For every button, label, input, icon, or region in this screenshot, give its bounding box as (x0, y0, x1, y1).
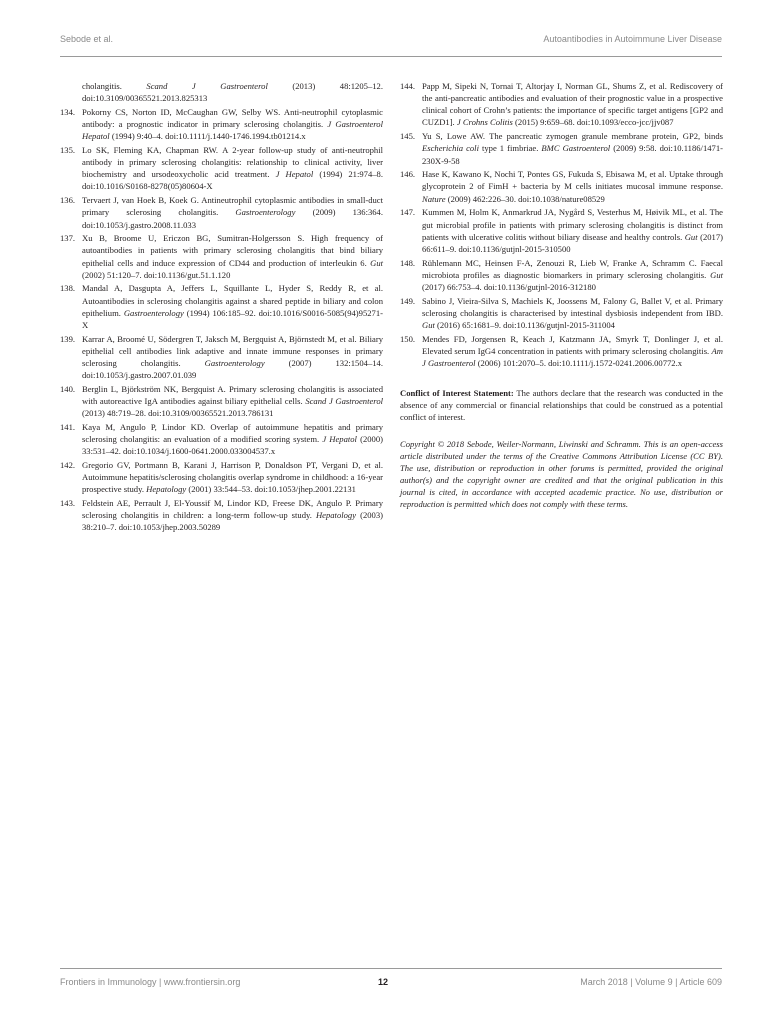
references-left-column (60, 80, 383, 535)
reference-item: 134. Pokorny CS, Norton ID, McCaughan GW, Selby WS. Anti-neutrophil cytoplasmic antibody: a prognostic indicator in primary sclerosing cholangitis. J Gastroenterol Hepatol (1994) 9:40–4. doi:10.1111/j.1440-1746.1994.tb01214.x (60, 106, 383, 142)
reference-item: 137. Xu B, Broome U, Ericzon BG, Sumitran-Holgersson S. High frequency of autoantibodies in patients with primary sclerosing cholangitis that bind biliary epithelial cells and induce expression of CD44 and production of interleukin 6. Gut (2002) 51:120–7. doi:10.1136/gut.51.1.120 (60, 233, 383, 280)
reference-item: 138. Mandal A, Dasgupta A, Jeffers L, Squillante L, Hyder S, Reddy R, et al. Autoantibodies in sclerosing cholangitis against a shared peptide in biliary and colon epithelium. Gastroenterology (1994) 106:185–92. doi:10.1016/S0016-5085(94)95271-X (60, 283, 383, 330)
reference-item: 143. Feldstein AE, Perrault J, El-Youssif M, Lindor KD, Freese DK, Angulo P. Primary sclerosing cholangitis in children: a long-term follow-up study. Hepatology (2003) 38:210–7. doi:10.1053/jhep.2003.50289 (60, 498, 384, 533)
conflict-of-interest (400, 387, 723, 423)
header-title: Autoantibodies in Autoimmune Liver Disease (543, 34, 722, 44)
reference-item: 146. Hase K, Kawano K, Nochi T, Pontes GS, Fukuda S, Ebisawa M, et al. Uptake through glycoprotein 2 of FimH + bacteria by M cells initiates mucosal immune response. Nature (2009) 462:226–30. doi:10.1038/nature08529 (400, 169, 723, 204)
reference-item: 136. Tervaert J, van Hoek B, Koek G. Antineutrophil cytoplasmic antibodies in small-duct primary sclerosing cholangitis. Gastroenterology (2009) 136:364. doi:10.1053/j.gastro.2008.11.033 (60, 195, 383, 230)
reference-item: 149. Sabino J, Vieira-Silva S, Machiels K, Joossens M, Falony G, Ballet V, et al. Primary sclerosing cholangitis is characterised by intestinal dysbiosis independent from IBD. Gut (2016) 65:1681–9. doi:10.1136/gutjnl-2015-311004 (400, 295, 723, 330)
coi-text: The authors declare that the research was conducted in the absence of any commercial or financial relationships that could be construed as a potential conflict of interest. (400, 388, 723, 423)
reference-item: 145. Yu S, Lowe AW. The pancreatic zymogen granule membrane protein, GP2, binds Escherichia coli type 1 fimbriae. BMC Gastroenterol (2009) 9:58. doi:10.1186/1471-230X-9-58 (400, 131, 723, 166)
reference-item: 141. Kaya M, Angulo P, Lindor KD. Overlap of autoimmune hepatitis and primary sclerosing cholangitis: an evaluation of a modified scoring system. J Hepatol (2000) 33:531–42. doi:10.1034/j.1600-0641.2000.033004537.x (60, 421, 383, 457)
reference-item: 135. Lo SK, Fleming KA, Chapman RW. A 2-year follow-up study of anti-neutrophil antibody in primary sclerosing cholangitis: relationship to clinical activity, liver biochemistry and ursodeoxycholic acid treatment. J Hepatol (1994) 21:974–8. doi:10.1016/S0168-8278(05)80604-X (60, 144, 383, 192)
footer-rule (60, 968, 722, 969)
footer-issue: March 2018 | Volume 9 | Article 609 (580, 977, 722, 987)
page-number: 12 (378, 977, 389, 987)
running-header (60, 34, 722, 50)
reference-item: 148. Rühlemann MC, Heinsen F-A, Zenouzi R, Lieb W, Franke A, Schramm C. Faecal microbiota profiles as diagnostic biomarkers in primary sclerosing cholangitis. Gut (2017) 66:753–4. doi:10.1136/gutjnl-2016-312180 (400, 257, 723, 292)
reference-item: 147. Kummen M, Holm K, Anmarkrud JA, Nygård S, Vesterhus M, Høivik ML, et al. The gut microbial profile in patients with primary sclerosing cholangitis is distinct from patients with ulcerative colitis without biliary disease and healthy controls. Gut (2017) 66:611–9. doi:10.1136/gutjnl-2015-310500 (400, 207, 723, 254)
reference-item: 150. Mendes FD, Jorgensen R, Keach J, Katzmann JA, Smyrk T, Donlinger J, et al. Elevated serum IgG4 concentration in patients with primary sclerosing cholangitis. Am J Gastroenterol (2006) 101:2070–5. doi:10.1111/j.1572-0241.2006.00772.x (400, 333, 723, 368)
reference-item: 142. Gregorio GV, Portmann B, Karani J, Harrison P, Donaldson PT, Vergani D, et al. Autoimmune hepatitis/sclerosing cholangitis overlap syndrome in childhood: a 16-year prospective study. Hepatology (2001) 33:544–53. doi:10.1053/jhep.2001.22131 (60, 460, 383, 495)
header-authors: Sebode et al. (60, 34, 114, 44)
page-footer (60, 977, 722, 991)
references-right-column (400, 80, 723, 511)
copyright-statement: Copyright © 2018 Sebode, Weiler-Normann, Liwinski and Schramm. This is an open-access article distributed under the terms of the Creative Commons Attribution License (CC BY). The use, distribution or reproduction in other forums is permitted, provided the original author(s) and the copyright owner are credited and that the original publication in this journal is cited, in accordance with accepted academic practice. No use, distribution or reproduction is permitted which does not comply with these terms. (400, 438, 723, 510)
reference-item: cholangitis. Scand J Gastroenterol (2013) 48:1205–12. doi:10.3109/00365521.2013.825313 (82, 81, 383, 104)
coi-heading: Conflict of Interest Statement: (400, 388, 514, 399)
reference-item: 139. Karrar A, Broomé U, Södergren T, Jaksch M, Bergquist A, Björnstedt M, et al. Biliary epithelial cell antibodies link adaptive and innate immune responses in primary sclerosing cholangitis. Gastroenterology (2007) 132:1504–14. doi:10.1053/j.gastro.2007.01.039 (60, 333, 383, 381)
reference-item: 140. Berglin L, Björkström NK, Bergquist A. Primary sclerosing cholangitis is associated with autoreactive IgA antibodies against biliary epithelial cells. Scand J Gastroenterol (2013) 48:719–28. doi:10.3109/00365521.2013.786131 (60, 383, 384, 419)
header-rule (60, 56, 722, 57)
footer-journal: Frontiers in Immunology | www.frontiersin.org (60, 977, 241, 987)
reference-item: 144. Papp M, Sipeki N, Tornai T, Altorjay I, Norman GL, Shums Z, et al. Rediscovery of the anti-pancreatic antibodies and evaluation of their prognostic value in a prospective clinical cohort of Crohn’s patients: the importance of specific target antigens [GP2 and CUZD1]. J Crohns Colitis (2015) 9:659–68. doi:10.1093/ecco-jcc/jjv087 (400, 81, 723, 128)
